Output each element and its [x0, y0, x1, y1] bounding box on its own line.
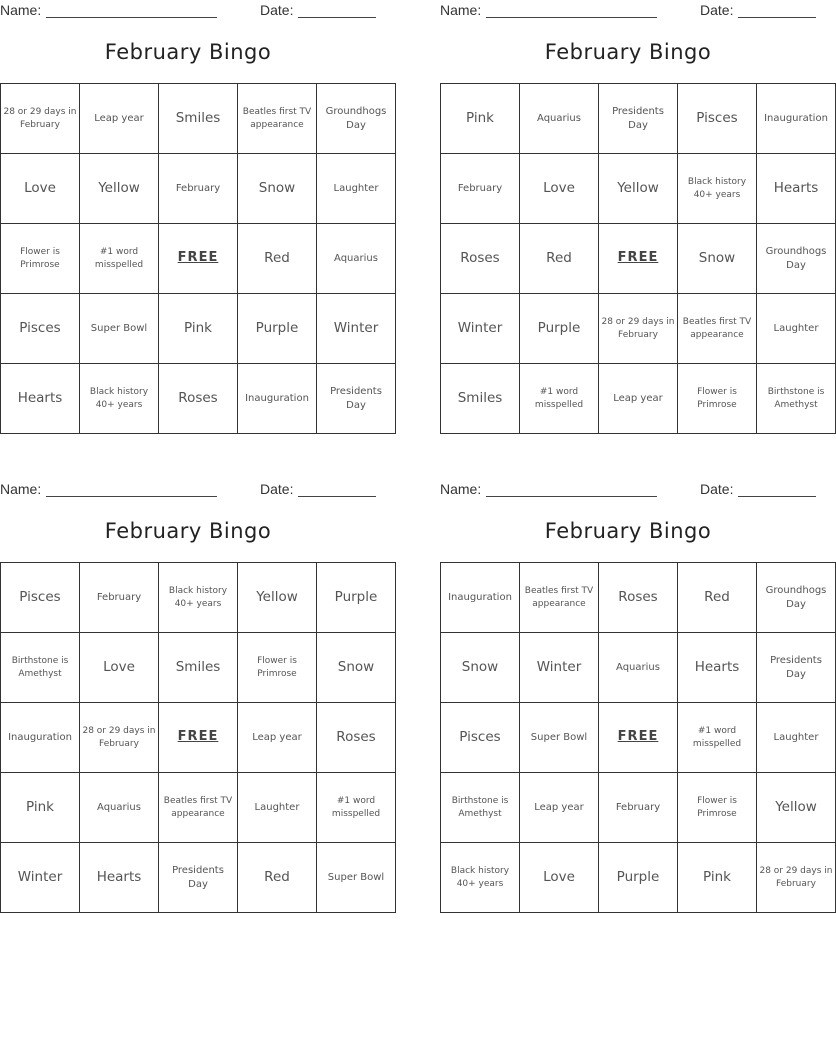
- bingo-row: [1, 154, 396, 224]
- bingo-cell[interactable]: February: [599, 773, 678, 843]
- bingo-cell[interactable]: Presidents Day: [599, 84, 678, 154]
- bingo-cell[interactable]: Super Bowl: [520, 703, 599, 773]
- bingo-card: [440, 0, 828, 435]
- bingo-cell[interactable]: Winter: [441, 294, 520, 364]
- bingo-cell[interactable]: Red: [520, 224, 599, 294]
- bingo-row: [441, 633, 836, 703]
- bingo-row: [1, 224, 396, 294]
- bingo-cell[interactable]: Roses: [159, 364, 238, 434]
- bingo-cell[interactable]: Birthstone is Amethyst: [441, 773, 520, 843]
- bingo-cell[interactable]: Presidents Day: [159, 843, 238, 913]
- bingo-cell[interactable]: Black history 40+ years: [80, 364, 159, 434]
- bingo-cell[interactable]: Love: [80, 633, 159, 703]
- bingo-cell[interactable]: Black history 40+ years: [159, 563, 238, 633]
- bingo-cell[interactable]: Beatles first TV appearance: [159, 773, 238, 843]
- bingo-cell[interactable]: Purple: [238, 294, 317, 364]
- bingo-cell[interactable]: Yellow: [80, 154, 159, 224]
- bingo-cell[interactable]: #1 word misspelled: [520, 364, 599, 434]
- bingo-cell[interactable]: Super Bowl: [317, 843, 396, 913]
- bingo-cell[interactable]: Inauguration: [441, 563, 520, 633]
- bingo-cell[interactable]: Purple: [520, 294, 599, 364]
- bingo-cell[interactable]: Roses: [599, 563, 678, 633]
- name-label: Name:: [440, 481, 482, 497]
- bingo-cell[interactable]: Birthstone is Amethyst: [757, 364, 836, 434]
- bingo-cell[interactable]: Roses: [317, 703, 396, 773]
- bingo-cell[interactable]: Laughter: [757, 703, 836, 773]
- bingo-cell[interactable]: February: [441, 154, 520, 224]
- bingo-grid: [440, 562, 836, 913]
- bingo-cell[interactable]: Aquarius: [317, 224, 396, 294]
- bingo-cell[interactable]: February: [80, 563, 159, 633]
- free-space[interactable]: FREE: [599, 703, 678, 773]
- name-field[interactable]: [46, 17, 217, 18]
- bingo-cell[interactable]: Groundhogs Day: [317, 84, 396, 154]
- bingo-cell[interactable]: February: [159, 154, 238, 224]
- bingo-cell[interactable]: Beatles first TV appearance: [520, 563, 599, 633]
- name-label: Name:: [0, 481, 42, 497]
- bingo-cell[interactable]: Super Bowl: [80, 294, 159, 364]
- bingo-cell[interactable]: Winter: [520, 633, 599, 703]
- bingo-grid: [0, 83, 396, 434]
- bingo-cell[interactable]: Pisces: [678, 84, 757, 154]
- bingo-row: [441, 563, 836, 633]
- name-label: Name:: [0, 2, 42, 18]
- date-field[interactable]: [738, 17, 816, 18]
- bingo-cell[interactable]: Flower is Primrose: [678, 773, 757, 843]
- bingo-cell[interactable]: Presidents Day: [317, 364, 396, 434]
- bingo-row: [441, 84, 836, 154]
- bingo-cell[interactable]: Hearts: [757, 154, 836, 224]
- bingo-cell[interactable]: Pink: [441, 84, 520, 154]
- date-field[interactable]: [298, 496, 376, 497]
- bingo-cell[interactable]: 28 or 29 days in February: [599, 294, 678, 364]
- card-title: February Bingo: [544, 519, 712, 543]
- bingo-cell[interactable]: Smiles: [159, 84, 238, 154]
- bingo-cell[interactable]: Hearts: [80, 843, 159, 913]
- bingo-cell[interactable]: Smiles: [441, 364, 520, 434]
- bingo-cell[interactable]: Aquarius: [599, 633, 678, 703]
- bingo-cell[interactable]: Inauguration: [757, 84, 836, 154]
- name-field[interactable]: [486, 17, 657, 18]
- bingo-cell[interactable]: Leap year: [599, 364, 678, 434]
- bingo-row: [1, 84, 396, 154]
- bingo-row: [1, 703, 396, 773]
- bingo-row: [441, 773, 836, 843]
- free-space[interactable]: FREE: [159, 224, 238, 294]
- bingo-cell[interactable]: #1 word misspelled: [678, 703, 757, 773]
- bingo-cell[interactable]: Snow: [238, 154, 317, 224]
- bingo-cell[interactable]: Winter: [317, 294, 396, 364]
- bingo-grid: [0, 562, 396, 913]
- bingo-cell[interactable]: Purple: [317, 563, 396, 633]
- bingo-cell[interactable]: Pisces: [441, 703, 520, 773]
- bingo-cell[interactable]: Birthstone is Amethyst: [1, 633, 80, 703]
- date-label: Date:: [700, 2, 734, 18]
- bingo-cell[interactable]: Pink: [678, 843, 757, 913]
- bingo-cell[interactable]: Pink: [159, 294, 238, 364]
- bingo-cell[interactable]: Black history 40+ years: [441, 843, 520, 913]
- bingo-row: [1, 364, 396, 434]
- bingo-cell[interactable]: Flower is Primrose: [238, 633, 317, 703]
- name-field[interactable]: [486, 496, 657, 497]
- bingo-row: [1, 563, 396, 633]
- bingo-cell[interactable]: Groundhogs Day: [757, 563, 836, 633]
- bingo-row: [441, 843, 836, 913]
- bingo-row: [1, 633, 396, 703]
- bingo-cell[interactable]: Snow: [678, 224, 757, 294]
- bingo-card: [0, 0, 387, 435]
- bingo-cell[interactable]: Presidents Day: [757, 633, 836, 703]
- card-header: [440, 2, 816, 20]
- card-title: February Bingo: [104, 40, 272, 64]
- card-header: [0, 481, 376, 499]
- bingo-cell[interactable]: Laughter: [238, 773, 317, 843]
- bingo-cell[interactable]: Snow: [441, 633, 520, 703]
- bingo-cell[interactable]: Yellow: [599, 154, 678, 224]
- card-header: [440, 481, 816, 499]
- bingo-cell[interactable]: Red: [238, 224, 317, 294]
- bingo-cell[interactable]: Hearts: [1, 364, 80, 434]
- bingo-row: [441, 703, 836, 773]
- bingo-cell[interactable]: Roses: [441, 224, 520, 294]
- bingo-cell[interactable]: Aquarius: [520, 84, 599, 154]
- bingo-cell[interactable]: Leap year: [520, 773, 599, 843]
- card-title: February Bingo: [104, 519, 272, 543]
- bingo-card: [440, 479, 833, 914]
- bingo-cell[interactable]: 28 or 29 days in February: [757, 843, 836, 913]
- bingo-cell[interactable]: Groundhogs Day: [757, 224, 836, 294]
- bingo-cell[interactable]: 28 or 29 days in February: [80, 703, 159, 773]
- bingo-cell[interactable]: Beatles first TV appearance: [678, 294, 757, 364]
- bingo-cell[interactable]: #1 word misspelled: [80, 224, 159, 294]
- bingo-cell[interactable]: Winter: [1, 843, 80, 913]
- bingo-cell[interactable]: 28 or 29 days in February: [1, 84, 80, 154]
- bingo-cell[interactable]: Smiles: [159, 633, 238, 703]
- bingo-cell[interactable]: Inauguration: [238, 364, 317, 434]
- bingo-cell[interactable]: Snow: [317, 633, 396, 703]
- bingo-card: [0, 479, 385, 914]
- bingo-cell[interactable]: Aquarius: [80, 773, 159, 843]
- bingo-cell[interactable]: Leap year: [80, 84, 159, 154]
- bingo-cell[interactable]: Love: [520, 843, 599, 913]
- bingo-cell[interactable]: Laughter: [317, 154, 396, 224]
- bingo-cell[interactable]: Inauguration: [1, 703, 80, 773]
- free-space[interactable]: FREE: [159, 703, 238, 773]
- bingo-cell[interactable]: Leap year: [238, 703, 317, 773]
- bingo-cell[interactable]: Flower is Primrose: [678, 364, 757, 434]
- bingo-cell[interactable]: Beatles first TV appearance: [238, 84, 317, 154]
- bingo-cell[interactable]: Red: [238, 843, 317, 913]
- name-field[interactable]: [46, 496, 217, 497]
- bingo-row: [1, 773, 396, 843]
- bingo-cell[interactable]: Purple: [599, 843, 678, 913]
- bingo-row: [441, 294, 836, 364]
- free-space[interactable]: FREE: [599, 224, 678, 294]
- date-field[interactable]: [298, 17, 376, 18]
- bingo-row: [1, 843, 396, 913]
- date-label: Date:: [700, 481, 734, 497]
- date-label: Date:: [260, 481, 294, 497]
- bingo-row: [1, 294, 396, 364]
- card-header: [0, 2, 376, 20]
- card-title: February Bingo: [544, 40, 712, 64]
- name-label: Name:: [440, 2, 482, 18]
- bingo-cell[interactable]: Love: [520, 154, 599, 224]
- bingo-cell[interactable]: #1 word misspelled: [317, 773, 396, 843]
- bingo-cell[interactable]: Laughter: [757, 294, 836, 364]
- bingo-cell[interactable]: Red: [678, 563, 757, 633]
- bingo-cell[interactable]: Black history 40+ years: [678, 154, 757, 224]
- bingo-row: [441, 224, 836, 294]
- date-field[interactable]: [738, 496, 816, 497]
- bingo-row: [441, 154, 836, 224]
- bingo-cell[interactable]: Yellow: [238, 563, 317, 633]
- bingo-cell[interactable]: Flower is Primrose: [1, 224, 80, 294]
- bingo-grid: [440, 83, 836, 434]
- bingo-cell[interactable]: Pisces: [1, 294, 80, 364]
- date-label: Date:: [260, 2, 294, 18]
- bingo-cell[interactable]: Love: [1, 154, 80, 224]
- bingo-row: [441, 364, 836, 434]
- bingo-cell[interactable]: Pisces: [1, 563, 80, 633]
- bingo-cell[interactable]: Pink: [1, 773, 80, 843]
- bingo-cell[interactable]: Yellow: [757, 773, 836, 843]
- bingo-cell[interactable]: Hearts: [678, 633, 757, 703]
